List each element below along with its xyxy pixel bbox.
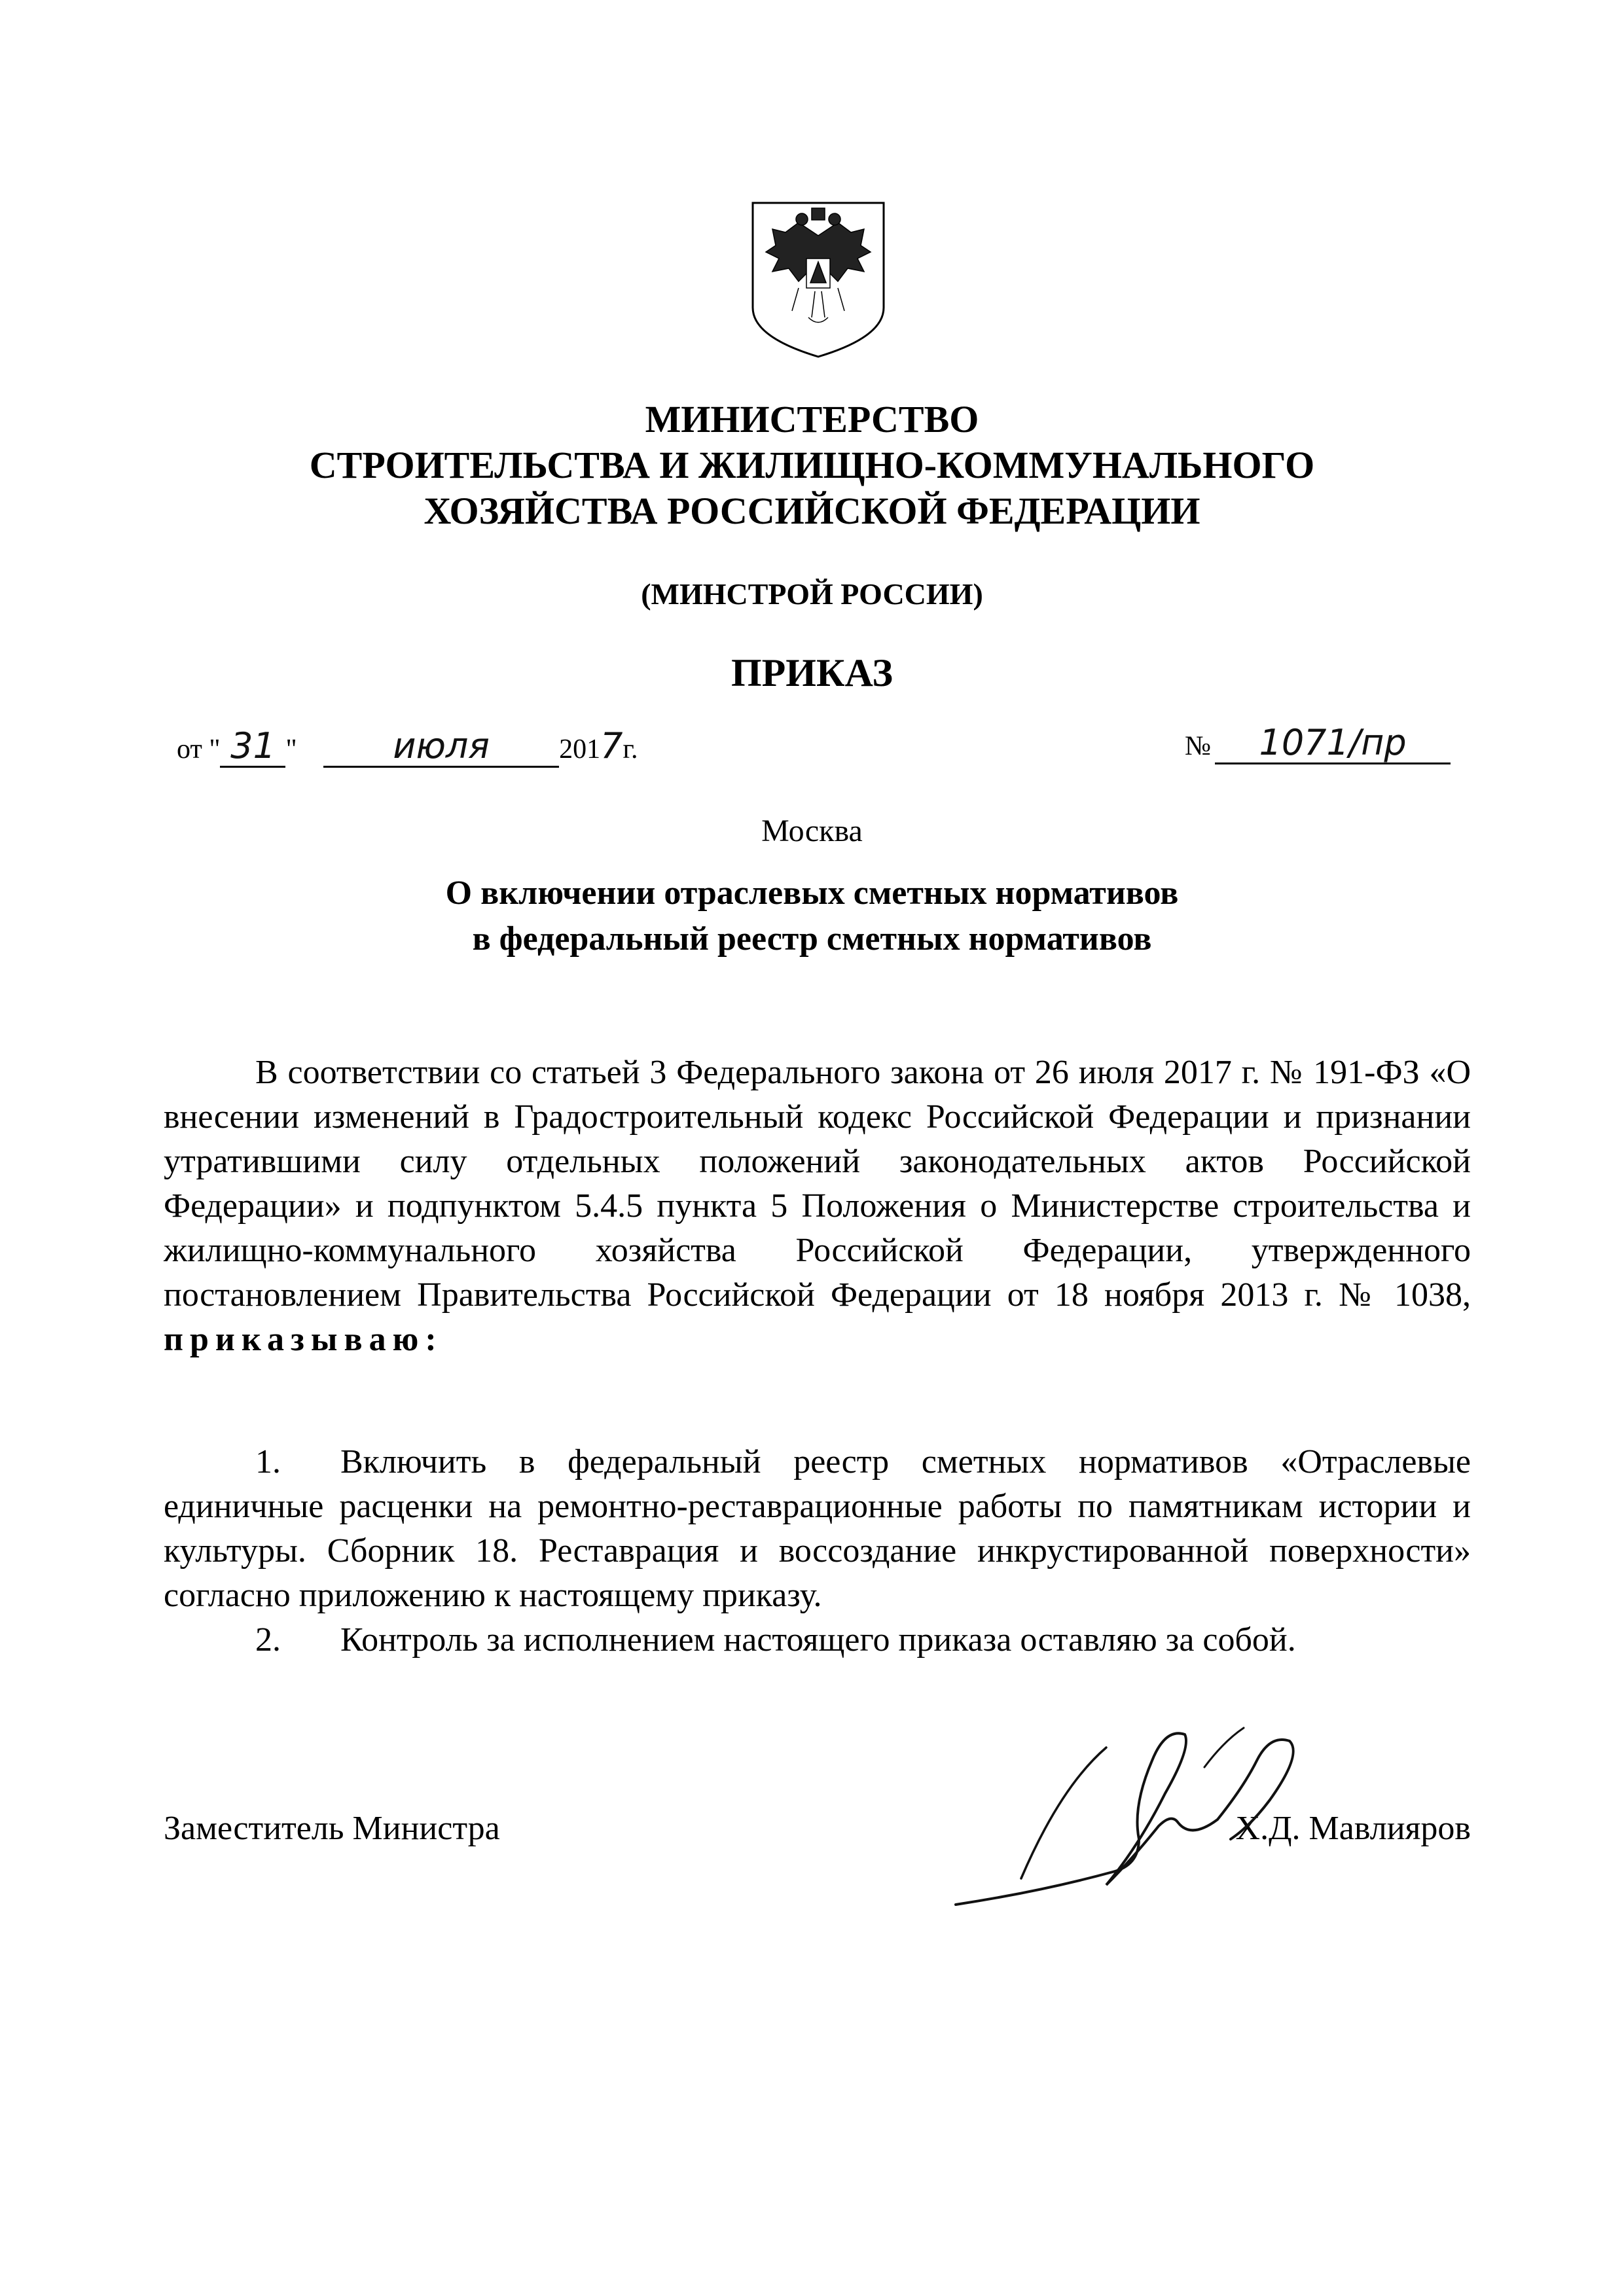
- subject-line: О включении отраслевых сметных нормативов: [445, 874, 1179, 912]
- item-number: 1.: [255, 1443, 281, 1480]
- date-month: июля: [393, 725, 490, 766]
- date-open-quote: ": [209, 734, 221, 764]
- date-year-printed: 201: [559, 734, 601, 764]
- order-date: [177, 723, 638, 769]
- date-day: 31: [230, 725, 276, 766]
- order-item: [164, 1440, 1471, 1618]
- order-word: приказываю:: [164, 1321, 443, 1358]
- signatory-title: Заместитель Министра: [164, 1810, 500, 1847]
- preamble-text: В соответствии со статьей 3 Федерального закона от 26 июля 2017 г. № 191-ФЗ «О внесении изменений в Градостроительный кодекс Российской Федерации и признании утратившими силу отдельных положений законодательных актов Российской Федерации» и подпунктом 5.4.5 пункта 5 Положения о Министерстве строительства и жилищно-коммунального хозяйства Российской Федерации, утвержденного постановлением Правительства Российской Федерации от 18 ноября 2013 г. № 1038,: [164, 1054, 1471, 1314]
- signatory-name: Х.Д. Мавлияров: [1235, 1810, 1471, 1847]
- subject-line: в федеральный реестр сметных нормативов: [472, 920, 1152, 958]
- date-year-handwritten: 7: [600, 725, 623, 766]
- date-prefix: от: [177, 734, 202, 764]
- handwritten-signature: [943, 1708, 1348, 1918]
- item-number: 2.: [255, 1621, 281, 1659]
- date-suffix: г.: [623, 734, 638, 764]
- city: Москва: [761, 814, 863, 848]
- order-item: [164, 1618, 1471, 1662]
- item-text: Контроль за исполнением настоящего приказа оставляю за собой.: [340, 1621, 1296, 1659]
- ministry-name-line: СТРОИТЕЛЬСТВА И ЖИЛИЩНО-КОММУНАЛЬНОГО: [309, 444, 1315, 486]
- preamble-paragraph: [164, 1050, 1471, 1362]
- coat-of-arms-icon: [746, 196, 890, 360]
- order-number: [1185, 723, 1451, 769]
- ministry-short-name: (МИНСТРОЙ РОССИИ): [641, 577, 983, 611]
- order-subject: [0, 870, 1624, 962]
- ministry-name-line: ХОЗЯЙСТВА РОССИЙСКОЙ ФЕДЕРАЦИИ: [424, 490, 1200, 532]
- item-text: Включить в федеральный реестр сметных нормативов «Отраслевые единичные расценки на ремонтно-реставрационные работы по памятникам истории и культуры. Сборник 18. Реставрация и воссоздание инкрустированной поверхности» согласно приложению к настоящему приказу.: [164, 1443, 1471, 1614]
- date-close-quote: ": [285, 734, 297, 764]
- number-value: 1071/пр: [1259, 722, 1407, 763]
- number-label: №: [1185, 731, 1212, 761]
- ministry-name: [0, 397, 1624, 534]
- document-type: ПРИКАЗ: [731, 651, 893, 694]
- ministry-name-line: МИНИСТЕРСТВО: [645, 398, 979, 440]
